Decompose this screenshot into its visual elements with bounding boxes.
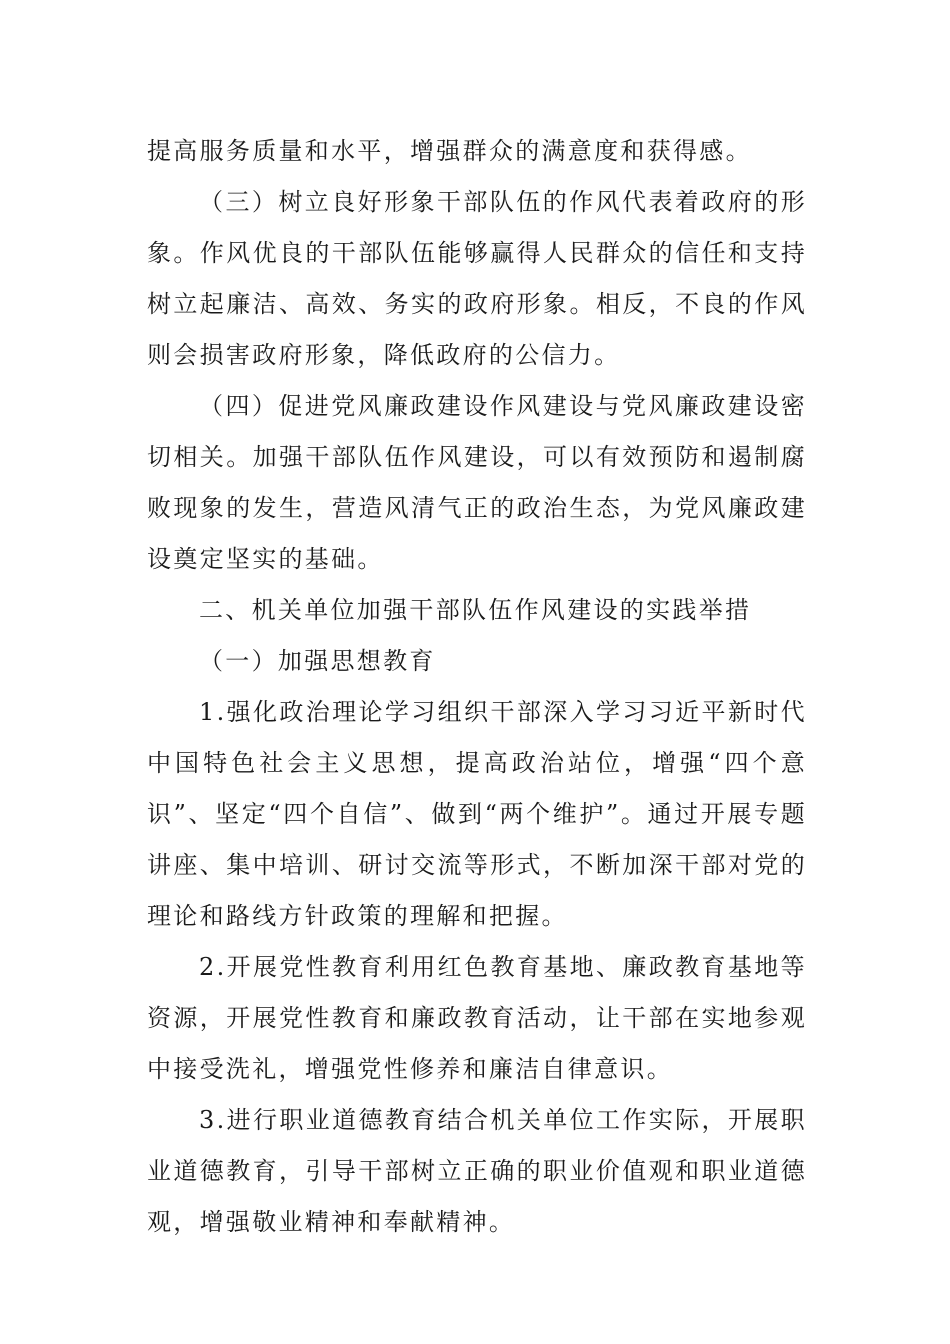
heading-subsection-1: （一）加强思想教育: [199, 647, 436, 675]
paragraph-section-3: （三）树立良好形象干部队伍的作风代表着政府的形象。作风优良的干部队伍能够赢得人民群众的信任和支持树立起廉洁、高效、务实的政府形象。相反，不良的作风则会损害政府形象，降低政府的公信力。: [147, 188, 807, 369]
paragraph-item-3: 3.进行职业道德教育结合机关单位工作实际，开展职业道德教育，引导干部树立正确的职业价值观和职业道德观，增强敬业精神和奉献精神。: [147, 1106, 807, 1236]
paragraph-item-1: 1.强化政治理论学习组织干部深入学习习近平新时代中国特色社会主义思想，提高政治站位，增强“四个意识”、坚定“四个自信”、做到“两个维护”。通过开展专题讲座、集中培训、研讨交流等形式，不断加深干部对党的理论和路线方针政策的理解和把握。: [147, 698, 807, 930]
paragraph-section-4: （四）促进党风廉政建设作风建设与党风廉政建设密切相关。加强干部队伍作风建设，可以有效预防和遏制腐败现象的发生，营造风清气正的政治生态，为党风廉政建设奠定坚实的基础。: [147, 392, 807, 573]
heading-part-2: 二、机关单位加强干部队伍作风建设的实践举措: [199, 596, 752, 624]
paragraph-continuation: 提高服务质量和水平，增强群众的满意度和获得感。: [147, 137, 752, 165]
document-body: [147, 126, 807, 1248]
paragraph-item-2: 2.开展党性教育利用红色教育基地、廉政教育基地等资源，开展党性教育和廉政教育活动，让干部在实地参观中接受洗礼，增强党性修养和廉洁自律意识。: [147, 953, 807, 1083]
